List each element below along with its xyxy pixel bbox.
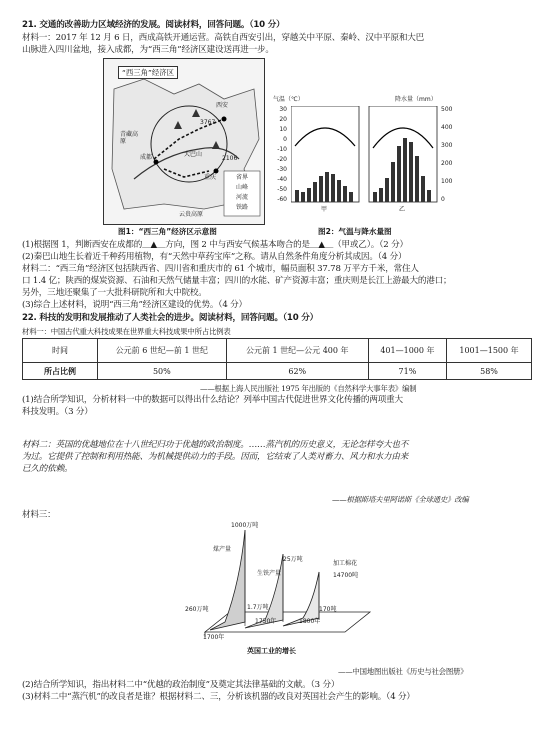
table-row-label: 所占比例 [23, 363, 98, 380]
precip-tick: 500 [441, 106, 453, 113]
label-year-1800: 1800年 [299, 618, 321, 625]
label-year-1750: 1750年 [255, 618, 277, 625]
legend-peak: 山峰 [236, 184, 249, 191]
label-coal-1000: 1000万吨 [231, 522, 259, 529]
temp-tick: 20 [279, 116, 287, 123]
fig2-caption: 图2：气温与降水量图 [318, 227, 392, 236]
precip-tick: 400 [441, 124, 453, 131]
climate-figure [273, 96, 463, 224]
q21-material1-line2: 山脉进入四川盆地，接入成都，为“西三角”经济区建设送再进一步。 [22, 45, 274, 55]
label-coal-260: 260万吨 [185, 606, 209, 613]
peak-2106: 2106 [222, 155, 238, 162]
chart-jia-temp-curve [295, 128, 355, 146]
table-cell: 62% [226, 363, 368, 380]
legend-river: 河流 [236, 194, 249, 201]
temp-tick: -40 [277, 176, 287, 183]
q22-question3: (3)材料二中“蒸汽机”的改良者是谁？根据材料二、三，分析该机器的改良对英国社会产生的影响。（4 分） [22, 692, 415, 702]
fig1-caption: 图1：“西三角”经济区示意图 [118, 227, 217, 236]
q22-material2-line3: 已久的依赖。 [22, 464, 73, 474]
q22-title: 22. 科技的发明和发展推动了人类社会的进步。阅读材料，回答问题。（10 分） [22, 313, 319, 323]
q22-material3-source: ——中国地图出版社《历史与社会图册》 [338, 667, 468, 676]
precip-axis-label: 降水量（mm） [395, 96, 437, 103]
q22-material2-source: ——根据斯塔夫里阿诺斯《全球通史》改编 [332, 495, 469, 504]
label-cotton-170: 170吨 [319, 606, 337, 613]
table-header-cell: 401—1000 年 [368, 339, 446, 363]
map-region-title: “西三角”经济区 [118, 66, 178, 79]
chart-jia-bars [295, 172, 353, 202]
q21-title: 21. 交通的改善助力区域经济的发展。阅读材料，回答问题。（10 分） [22, 20, 285, 30]
proportion-table [22, 338, 532, 380]
peak-3767: 3767 [200, 119, 216, 126]
temp-tick: -60 [277, 196, 287, 203]
q22-question1-line1: (1)结合所学知识，分析材料一中的数据可以得出什么结论？列举中国古代促进世界文化传播的两项重大 [22, 395, 403, 405]
q21-material2-line2: 口 1.4 亿；陕西的煤炭资源、石油和天然气储量丰富；四川的水能、矿产资源丰富；重庆则是长江上游最大的港口； [22, 276, 452, 286]
temp-tick: 10 [279, 126, 287, 133]
precip-tick: 300 [441, 142, 453, 149]
series-cotton: 加工棉花 [333, 560, 358, 567]
table-row [23, 363, 532, 380]
label-iron-25: 25万吨 [283, 556, 303, 563]
precip-tick: 0 [441, 196, 445, 203]
temp-tick: -20 [277, 156, 287, 163]
temp-tick: -10 [277, 146, 287, 153]
series-coal: 煤产量 [213, 546, 232, 553]
q22-material1-heading: 材料一：中国古代重大科技成果在世界重大科技成果中所占比例表 [22, 327, 231, 336]
q22-question2: (2)结合所学知识，指出材料二中“优越的政治制度”及奠定其法律基础的文献。（3 分） [22, 680, 340, 690]
temp-tick: 0 [283, 136, 287, 143]
area-dabashan: 大巴山 [184, 151, 203, 158]
label-year-1700: 1700年 [203, 634, 225, 641]
q21-question2: (2)秦巴山地生长着近千种药用植物，有“天然中草药宝库”之称。请从自然条件角度分析其成因。（4 分） [22, 252, 407, 262]
q21-question3: (3)综合上述材料，说明“西三角”经济区建设的优势。（4 分） [22, 300, 247, 310]
city-chengdu: 成都 [140, 154, 153, 161]
legend-provincial-border: 省界 [236, 174, 249, 181]
q22-material1-source: ——根据上海人民出版社 1975 年出版的《自然科学大事年表》编制 [200, 384, 417, 393]
table-header-cell: 公元前 1 世纪—公元 400 年 [226, 339, 368, 363]
legend-railway: 铁路 [236, 204, 249, 211]
label-cotton-14700: 14700吨 [333, 572, 359, 579]
chart-yi-bars [373, 138, 431, 202]
table-header-cell: 公元前 6 世纪—前 1 世纪 [98, 339, 227, 363]
temp-tick: 30 [279, 106, 287, 113]
label-iron-17k: 1.7万吨 [247, 604, 269, 611]
table-cell: 58% [447, 363, 532, 380]
temp-tick: -50 [277, 186, 287, 193]
area-yungui: 云贵高原 [179, 211, 204, 218]
growth-chart-caption: 英国工业的增长 [247, 647, 296, 655]
area-qingzang: 青藏高原 [120, 131, 139, 145]
city-chongqing: 重庆 [204, 174, 217, 181]
table-cell: 71% [368, 363, 446, 380]
table-header-cell: 1001—1500 年 [447, 339, 532, 363]
chart-yi-label: 乙 [399, 206, 406, 213]
q21-material1-line1: 材料一：2017 年 12 月 6 日，西成高铁开通运营。高铁自西安引出，穿越关中平原、秦岭、汉中平原和大巴 [22, 33, 425, 43]
map-figure [103, 58, 265, 225]
table-cell: 50% [98, 363, 227, 380]
table-header-cell: 时间 [23, 339, 98, 363]
q21-material2-line1: 材料二：“西三角”经济区包括陕西省、四川省和重庆市的 61 个城市，幅员面积 37.78 万平方千米，常住人 [22, 264, 419, 274]
q21-question1: (1)根据图 1，判断西安在成都的＿▲＿方向，图 2 中与西安气候基本吻合的是＿▲＿（甲或乙）。（2 分） [22, 240, 408, 250]
industry-growth-chart [185, 522, 375, 662]
temp-axis-label: 气温（℃） [273, 96, 304, 103]
q22-material2-line2: 为过。它提供了控制和利用热能、为机械提供动力的手段。因而，它结束了人类对畜力、风力和水力由来 [22, 452, 409, 462]
series-iron: 生铁产量 [257, 570, 282, 577]
growth-chart-svg [185, 522, 375, 662]
chart-jia-label: 甲 [321, 206, 328, 213]
temp-tick: -30 [277, 166, 287, 173]
city-xian: 西安 [216, 102, 229, 109]
q22-material3-heading: 材料三： [22, 510, 56, 520]
q22-material2-line1: 材料二：英国的优越地位在十八世纪归功于优越的政治制度。……蒸汽机的历史意义，无论怎样夸大也不 [22, 440, 409, 450]
precip-tick: 200 [441, 160, 453, 167]
q21-material2-line3: 另外，三地还聚集了一大批科研院所和大中院校。 [22, 288, 207, 298]
precip-tick: 100 [441, 178, 453, 185]
climate-charts-svg [291, 106, 439, 204]
q22-question1-line2: 科技发明。（3 分） [22, 407, 93, 417]
table-header-row [23, 339, 532, 363]
